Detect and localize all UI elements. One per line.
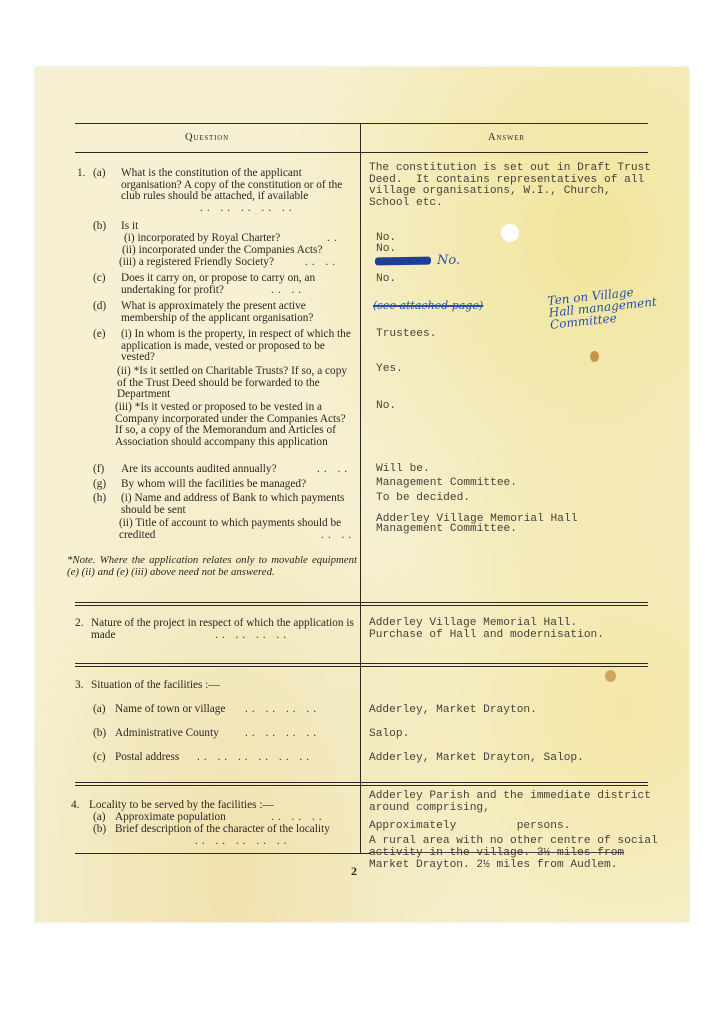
q1e-ii: (ii) *Is it settled on Charitable Trusts? If so, a copy of the Trust Deed should be forwarded to the Department	[117, 365, 347, 401]
q1h-label: (h)	[93, 492, 107, 504]
paper-stain	[605, 670, 616, 682]
q3c-label: (c)	[93, 751, 106, 763]
dot-leader: .. ..	[317, 463, 352, 475]
a1f-answer: Will be.	[376, 463, 430, 475]
a4-desc: A rural area with no other centre of social	[369, 835, 658, 847]
q3c-text: Postal address	[115, 751, 180, 763]
q1b-ii: (ii) incorporated under the Companies Acts?	[122, 244, 323, 256]
q1e-i: (i) In whom is the property, in respect of which the application is made, vested or proposed to be vested?	[121, 328, 351, 364]
q4-text: Locality to be served by the facilities :—	[89, 799, 274, 811]
q1f-text: Are its accounts audited annually?	[121, 463, 277, 475]
a3a-answer: Adderley, Market Drayton.	[369, 704, 537, 716]
dot-leader: .. .. .. ..	[245, 703, 321, 715]
header-rule	[75, 152, 648, 153]
a2-answer: Adderley Village Memorial Hall. Purchase of Hall and modernisation.	[369, 617, 604, 641]
dot-leader: .. .. .. ..	[245, 727, 321, 739]
q3-text: Situation of the facilities :—	[91, 679, 220, 691]
a1b-ii-answer: No.	[376, 243, 397, 255]
a1d-struck-handwritten: (see attached page)	[373, 299, 484, 312]
q1b-text: Is it	[121, 220, 139, 232]
q1h-i: (i) Name and address of Bank to which payments should be sent	[121, 492, 345, 516]
a1g-answer: Management Committee.	[376, 477, 517, 489]
q1g-label: (g)	[93, 478, 107, 490]
row-divider-1b	[75, 605, 648, 606]
q1-number: 1.	[77, 167, 86, 179]
page-number: 2	[351, 864, 357, 878]
a4-intro: Adderley Parish and the immediate district around comprising,	[369, 790, 651, 814]
q3a-text: Name of town or village	[115, 703, 226, 715]
q3b-text: Administrative County	[115, 727, 219, 739]
row-divider-2b	[75, 666, 648, 667]
column-divider	[360, 123, 361, 853]
dot-leader: .. .. .. ..	[215, 629, 291, 641]
row-divider-3b	[75, 785, 648, 786]
q4b-label: (b)	[93, 823, 107, 835]
a3c-answer: Adderley, Market Drayton, Salop.	[369, 752, 584, 764]
q4a-text: Approximate population	[115, 811, 226, 823]
q1h-ii: (ii) Title of account to which payments should be credited	[119, 517, 342, 541]
q1f-label: (f)	[93, 463, 105, 475]
row-divider-1	[75, 602, 648, 603]
a1e-i-answer: Trustees.	[376, 328, 437, 340]
q1-note: *Note. Where the application relates only to movable equipment (e) (ii) and (e) (iii) above need not be answered.	[67, 554, 357, 578]
q3a-label: (a)	[93, 703, 106, 715]
row-divider-2	[75, 663, 648, 664]
question-header: Question	[185, 132, 229, 143]
paper-stain	[590, 351, 599, 362]
q1e-label: (e)	[93, 328, 106, 340]
q1g-text: By whom will the facilities be managed?	[121, 478, 307, 490]
a1h-i-answer: To be decided.	[376, 492, 470, 504]
dot-leader: .. ..	[271, 284, 306, 296]
a1e-iii-answer: No.	[376, 400, 397, 412]
q1d-text: What is approximately the present active membership of the applicant organisation?	[121, 300, 314, 324]
a3b-answer: Salop.	[369, 728, 410, 740]
a1a-answer: The constitution is set out in Draft Trust Deed. It contains representatives of all village organisations, W.I., Church, School etc.	[369, 162, 651, 209]
a1h-ii-answer: Adderley Village Memorial Hall Management Committee.	[376, 513, 578, 535]
a1b-i-answer: No.	[376, 232, 397, 244]
punch-hole	[501, 224, 519, 242]
q1b-label: (b)	[93, 220, 107, 232]
q1c-label: (c)	[93, 272, 106, 284]
q1b-iii: (iii) a registered Friendly Society?	[119, 256, 274, 268]
a4-approx: Approximately persons.	[369, 820, 571, 832]
dot-leader: .. ..	[305, 256, 340, 268]
a4-struck: activity in the village. 3½ miles from	[369, 847, 625, 859]
redaction-mark	[375, 257, 431, 266]
q1e-iii: (iii) *Is it vested or proposed to be vested in a Company incorporated under the Companies Acts? If so, a copy of the Memorandum and Articles of Association should accompany this application	[115, 401, 346, 448]
q1d-label: (d)	[93, 300, 107, 312]
q1a-label: (a)	[93, 167, 106, 179]
q3b-label: (b)	[93, 727, 107, 739]
row-divider-3	[75, 782, 648, 783]
q1a-text: What is the constitution of the applicant organisation? A copy of the constitution or of the club rules should be attached, if available	[121, 167, 343, 203]
a1c-answer: No.	[376, 273, 397, 285]
a1b-iii-handwritten: No.	[437, 253, 461, 268]
a1e-ii-answer: Yes.	[376, 363, 403, 375]
dot-leader: .. ..	[321, 529, 356, 541]
q4a-label: (a)	[93, 811, 106, 823]
dot-leader: .. .. .. .. ..	[195, 835, 291, 847]
q2-number: 2.	[75, 617, 84, 629]
dot-leader: .. .. .. .. ..	[200, 202, 296, 214]
q3-number: 3.	[75, 679, 84, 691]
q4b-text: Brief description of the character of the locality	[115, 823, 330, 835]
q4-number: 4.	[71, 799, 80, 811]
dot-leader: .. .. .. .. .. ..	[197, 751, 314, 763]
table-top-rule	[75, 123, 648, 124]
form-page	[35, 67, 689, 922]
dot-leader: .. .. ..	[271, 811, 326, 823]
a1d-handwritten: Ten on Village Hall management Committee	[546, 284, 658, 332]
answer-header: Answer	[488, 132, 525, 143]
q1c-text: Does it carry on, or propose to carry on, an undertaking for profit?	[121, 272, 316, 296]
q2-text: Nature of the project in respect of which the application is made	[91, 617, 354, 641]
dot-leader: ..	[327, 232, 341, 244]
q1b-i: (i) incorporated by Royal Charter?	[124, 232, 281, 244]
table-bottom-rule	[75, 853, 370, 854]
a4-last: Market Drayton. 2½ miles from Audlem.	[369, 859, 618, 871]
